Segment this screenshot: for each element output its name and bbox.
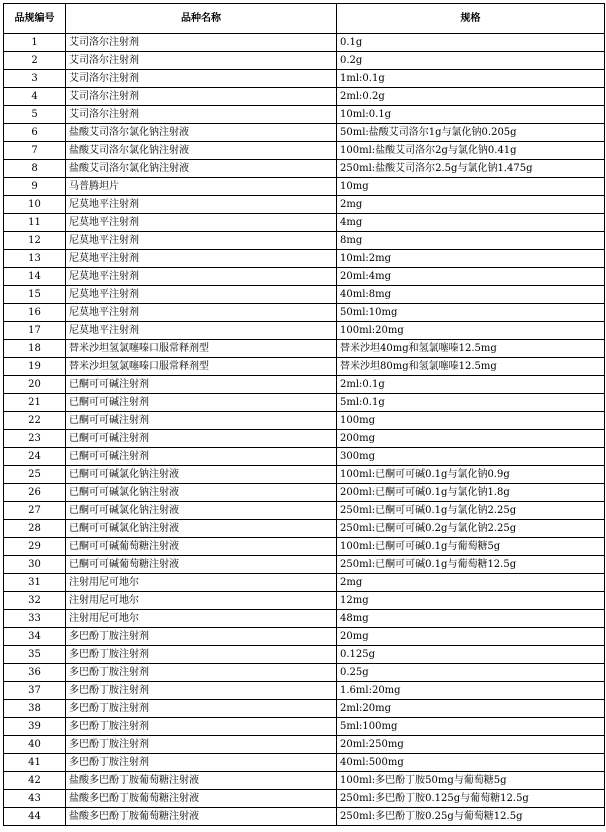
cell-drug-name: 注射用尼可地尔 xyxy=(66,574,337,592)
cell-specification: 300mg xyxy=(337,448,605,466)
cell-drug-name: 已酮可可碱注射剂 xyxy=(66,412,337,430)
cell-drug-name: 替米沙坦氢氯噻嗪口服常释剂型 xyxy=(66,358,337,376)
cell-drug-name: 多巴酚丁胺注射剂 xyxy=(66,700,337,718)
table-row xyxy=(4,448,605,466)
cell-specification: 5ml:100mg xyxy=(337,718,605,736)
cell-drug-name: 替米沙坦氢氯噻嗪口服常释剂型 xyxy=(66,340,337,358)
table-row xyxy=(4,556,605,574)
cell-drug-name: 尼莫地平注射剂 xyxy=(66,250,337,268)
table-row xyxy=(4,682,605,700)
cell-spec-id: 33 xyxy=(4,610,66,628)
cell-drug-name: 艾司洛尔注射剂 xyxy=(66,88,337,106)
cell-drug-name: 已酮可可碱葡萄糖注射液 xyxy=(66,556,337,574)
cell-spec-id: 8 xyxy=(4,160,66,178)
cell-drug-name: 艾司洛尔注射剂 xyxy=(66,52,337,70)
table-body xyxy=(4,34,605,826)
cell-specification: 50ml:10mg xyxy=(337,304,605,322)
cell-drug-name: 多巴酚丁胺注射剂 xyxy=(66,736,337,754)
table-row xyxy=(4,160,605,178)
cell-specification: 5ml:0.1g xyxy=(337,394,605,412)
cell-drug-name: 多巴酚丁胺注射剂 xyxy=(66,754,337,772)
cell-specification: 100ml:已酮可可碱0.1g与葡萄糖5g xyxy=(337,538,605,556)
cell-spec-id: 1 xyxy=(4,34,66,52)
cell-spec-id: 11 xyxy=(4,214,66,232)
cell-spec-id: 15 xyxy=(4,286,66,304)
table-row xyxy=(4,736,605,754)
cell-specification: 2mg xyxy=(337,196,605,214)
header-specification: 规格 xyxy=(337,4,605,34)
cell-specification: 40ml:500mg xyxy=(337,754,605,772)
cell-drug-name: 盐酸多巴酚丁胺葡萄糖注射液 xyxy=(66,790,337,808)
cell-drug-name: 注射用尼可地尔 xyxy=(66,592,337,610)
cell-drug-name: 艾司洛尔注射剂 xyxy=(66,70,337,88)
cell-spec-id: 7 xyxy=(4,142,66,160)
cell-spec-id: 25 xyxy=(4,466,66,484)
cell-drug-name: 已酮可可碱注射剂 xyxy=(66,448,337,466)
cell-specification: 0.1g xyxy=(337,34,605,52)
cell-spec-id: 42 xyxy=(4,772,66,790)
cell-specification: 200ml:已酮可可碱0.1g与氯化钠1.8g xyxy=(337,484,605,502)
table-row xyxy=(4,394,605,412)
cell-drug-name: 多巴酚丁胺注射剂 xyxy=(66,628,337,646)
cell-drug-name: 已酮可可碱氯化钠注射液 xyxy=(66,520,337,538)
table-row xyxy=(4,502,605,520)
cell-spec-id: 27 xyxy=(4,502,66,520)
table-row xyxy=(4,106,605,124)
cell-spec-id: 17 xyxy=(4,322,66,340)
cell-specification: 2ml:20mg xyxy=(337,700,605,718)
cell-spec-id: 34 xyxy=(4,628,66,646)
cell-spec-id: 10 xyxy=(4,196,66,214)
table-row xyxy=(4,628,605,646)
cell-drug-name: 多巴酚丁胺注射剂 xyxy=(66,646,337,664)
cell-drug-name: 盐酸多巴酚丁胺葡萄糖注射液 xyxy=(66,772,337,790)
cell-drug-name: 多巴酚丁胺注射剂 xyxy=(66,664,337,682)
header-drug-name: 品种名称 xyxy=(66,4,337,34)
cell-specification: 200mg xyxy=(337,430,605,448)
cell-specification: 8mg xyxy=(337,232,605,250)
cell-specification: 10ml:2mg xyxy=(337,250,605,268)
cell-spec-id: 13 xyxy=(4,250,66,268)
cell-spec-id: 20 xyxy=(4,376,66,394)
cell-specification: 1ml:0.1g xyxy=(337,70,605,88)
cell-specification: 2ml:0.1g xyxy=(337,376,605,394)
cell-spec-id: 31 xyxy=(4,574,66,592)
cell-drug-name: 已酮可可碱氯化钠注射液 xyxy=(66,484,337,502)
table-row xyxy=(4,340,605,358)
cell-specification: 100ml:多巴酚丁胺50mg与葡萄糖5g xyxy=(337,772,605,790)
cell-drug-name: 注射用尼可地尔 xyxy=(66,610,337,628)
cell-drug-name: 艾司洛尔注射剂 xyxy=(66,106,337,124)
header-row xyxy=(4,4,605,34)
cell-drug-name: 已酮可可碱注射剂 xyxy=(66,394,337,412)
table-row xyxy=(4,268,605,286)
cell-drug-name: 盐酸多巴酚丁胺葡萄糖注射液 xyxy=(66,808,337,826)
cell-spec-id: 29 xyxy=(4,538,66,556)
table-row xyxy=(4,538,605,556)
table-row xyxy=(4,754,605,772)
cell-spec-id: 19 xyxy=(4,358,66,376)
cell-specification: 0.125g xyxy=(337,646,605,664)
cell-specification: 1.6ml:20mg xyxy=(337,682,605,700)
cell-spec-id: 44 xyxy=(4,808,66,826)
cell-spec-id: 43 xyxy=(4,790,66,808)
cell-specification: 10ml:0.1g xyxy=(337,106,605,124)
table-row xyxy=(4,430,605,448)
cell-drug-name: 尼莫地平注射剂 xyxy=(66,286,337,304)
cell-spec-id: 36 xyxy=(4,664,66,682)
cell-spec-id: 23 xyxy=(4,430,66,448)
cell-specification: 250ml:多巴酚丁胺0.25g与葡萄糖12.5g xyxy=(337,808,605,826)
cell-spec-id: 14 xyxy=(4,268,66,286)
cell-drug-name: 盐酸艾司洛尔氯化钠注射液 xyxy=(66,160,337,178)
cell-spec-id: 18 xyxy=(4,340,66,358)
cell-spec-id: 22 xyxy=(4,412,66,430)
cell-spec-id: 40 xyxy=(4,736,66,754)
cell-spec-id: 4 xyxy=(4,88,66,106)
cell-drug-name: 已酮可可碱注射剂 xyxy=(66,430,337,448)
cell-specification: 100ml:盐酸艾司洛尔2g与氯化钠0.41g xyxy=(337,142,605,160)
table-row xyxy=(4,250,605,268)
cell-drug-name: 已酮可可碱氯化钠注射液 xyxy=(66,502,337,520)
cell-spec-id: 21 xyxy=(4,394,66,412)
cell-specification: 替米沙坦40mg和氢氯噻嗪12.5mg xyxy=(337,340,605,358)
cell-specification: 250ml:已酮可可碱0.2g与氯化钠2.25g xyxy=(337,520,605,538)
table-row xyxy=(4,358,605,376)
cell-spec-id: 6 xyxy=(4,124,66,142)
table-row xyxy=(4,772,605,790)
table-row xyxy=(4,196,605,214)
cell-drug-name: 多巴酚丁胺注射剂 xyxy=(66,718,337,736)
cell-specification: 2mg xyxy=(337,574,605,592)
header-spec-id: 品规编号 xyxy=(4,4,66,34)
cell-specification: 4mg xyxy=(337,214,605,232)
cell-specification: 20mg xyxy=(337,628,605,646)
table-row xyxy=(4,592,605,610)
cell-spec-id: 32 xyxy=(4,592,66,610)
cell-drug-name: 已酮可可碱注射剂 xyxy=(66,376,337,394)
cell-specification: 12mg xyxy=(337,592,605,610)
cell-specification: 替米沙坦80mg和氢氯噻嗪12.5mg xyxy=(337,358,605,376)
drug-spec-table xyxy=(3,3,605,826)
cell-specification: 100ml:20mg xyxy=(337,322,605,340)
cell-spec-id: 3 xyxy=(4,70,66,88)
cell-drug-name: 尼莫地平注射剂 xyxy=(66,196,337,214)
cell-spec-id: 9 xyxy=(4,178,66,196)
table-row xyxy=(4,88,605,106)
cell-specification: 20ml:250mg xyxy=(337,736,605,754)
cell-specification: 20ml:4mg xyxy=(337,268,605,286)
cell-specification: 100mg xyxy=(337,412,605,430)
cell-specification: 250ml:盐酸艾司洛尔2.5g与氯化钠1.475g xyxy=(337,160,605,178)
cell-spec-id: 2 xyxy=(4,52,66,70)
cell-specification: 48mg xyxy=(337,610,605,628)
cell-spec-id: 38 xyxy=(4,700,66,718)
table-row xyxy=(4,484,605,502)
table-row xyxy=(4,34,605,52)
table-row xyxy=(4,52,605,70)
cell-drug-name: 已酮可可碱葡萄糖注射液 xyxy=(66,538,337,556)
cell-specification: 250ml:已酮可可碱0.1g与葡萄糖12.5g xyxy=(337,556,605,574)
table-row xyxy=(4,700,605,718)
cell-drug-name: 马普腾坦片 xyxy=(66,178,337,196)
cell-drug-name: 艾司洛尔注射剂 xyxy=(66,34,337,52)
cell-spec-id: 37 xyxy=(4,682,66,700)
cell-drug-name: 尼莫地平注射剂 xyxy=(66,232,337,250)
table-row xyxy=(4,646,605,664)
cell-drug-name: 尼莫地平注射剂 xyxy=(66,268,337,286)
cell-spec-id: 5 xyxy=(4,106,66,124)
cell-spec-id: 30 xyxy=(4,556,66,574)
table-row xyxy=(4,178,605,196)
table-row xyxy=(4,718,605,736)
cell-spec-id: 35 xyxy=(4,646,66,664)
table-row xyxy=(4,214,605,232)
cell-spec-id: 12 xyxy=(4,232,66,250)
cell-spec-id: 26 xyxy=(4,484,66,502)
cell-drug-name: 多巴酚丁胺注射剂 xyxy=(66,682,337,700)
cell-spec-id: 41 xyxy=(4,754,66,772)
table-row xyxy=(4,142,605,160)
cell-drug-name: 盐酸艾司洛尔氯化钠注射液 xyxy=(66,124,337,142)
cell-drug-name: 尼莫地平注射剂 xyxy=(66,304,337,322)
table-row xyxy=(4,376,605,394)
table-row xyxy=(4,664,605,682)
cell-drug-name: 尼莫地平注射剂 xyxy=(66,214,337,232)
cell-specification: 50ml:盐酸艾司洛尔1g与氯化钠0.205g xyxy=(337,124,605,142)
cell-spec-id: 24 xyxy=(4,448,66,466)
table-row xyxy=(4,124,605,142)
cell-drug-name: 已酮可可碱氯化钠注射液 xyxy=(66,466,337,484)
cell-spec-id: 39 xyxy=(4,718,66,736)
table-row xyxy=(4,466,605,484)
cell-specification: 250ml:多巴酚丁胺0.125g与葡萄糖12.5g xyxy=(337,790,605,808)
cell-specification: 2ml:0.2g xyxy=(337,88,605,106)
table-row xyxy=(4,322,605,340)
table-row xyxy=(4,610,605,628)
table-row xyxy=(4,70,605,88)
cell-spec-id: 16 xyxy=(4,304,66,322)
table-row xyxy=(4,304,605,322)
cell-specification: 0.25g xyxy=(337,664,605,682)
cell-specification: 10mg xyxy=(337,178,605,196)
cell-specification: 0.2g xyxy=(337,52,605,70)
cell-specification: 250ml:已酮可可碱0.1g与氯化钠2.25g xyxy=(337,502,605,520)
cell-specification: 40ml:8mg xyxy=(337,286,605,304)
table-row xyxy=(4,232,605,250)
cell-drug-name: 盐酸艾司洛尔氯化钠注射液 xyxy=(66,142,337,160)
cell-specification: 100ml:已酮可可碱0.1g与氯化钠0.9g xyxy=(337,466,605,484)
table-row xyxy=(4,520,605,538)
table-row xyxy=(4,790,605,808)
table-row xyxy=(4,808,605,826)
cell-drug-name: 尼莫地平注射剂 xyxy=(66,322,337,340)
table-row xyxy=(4,574,605,592)
table-row xyxy=(4,286,605,304)
cell-spec-id: 28 xyxy=(4,520,66,538)
table-row xyxy=(4,412,605,430)
